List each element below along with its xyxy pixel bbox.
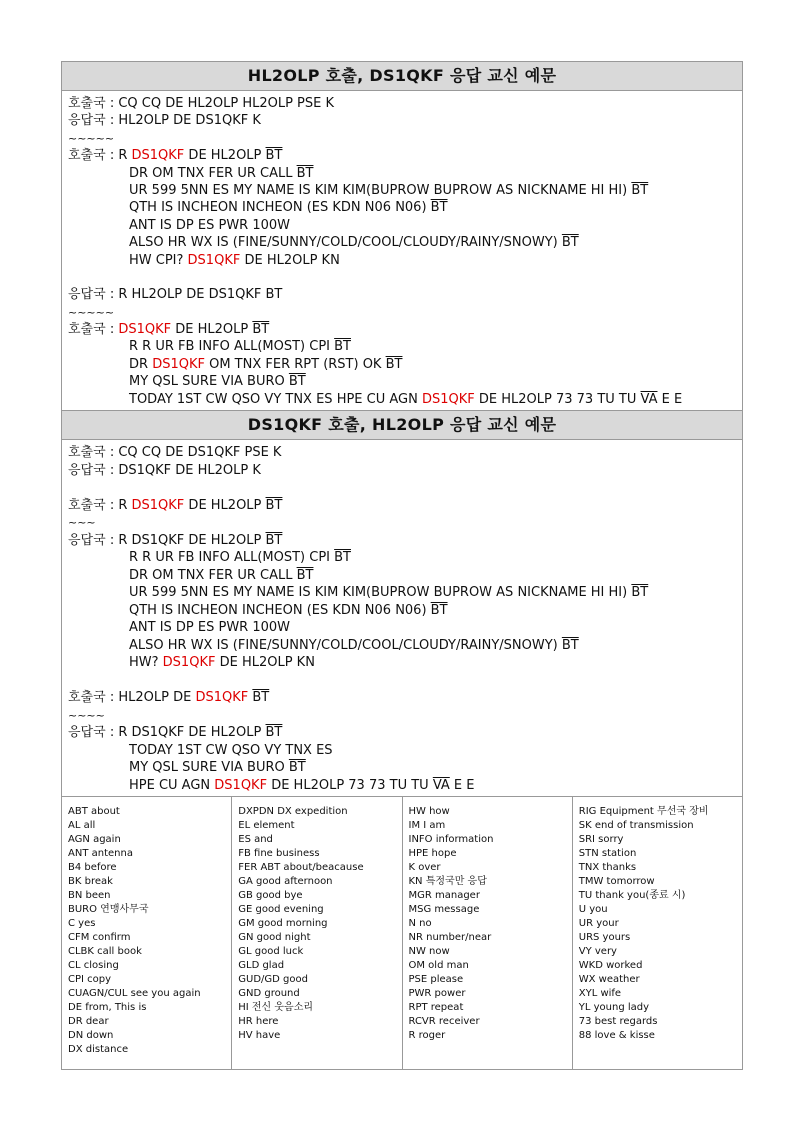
glossary-item: HI 전신 웃음소리 — [238, 1002, 314, 1014]
message-text: R — [118, 497, 132, 513]
station-label: 응답국 — [68, 725, 106, 741]
transcript-line — [68, 356, 742, 373]
callsign-highlight: DS1QKF — [131, 497, 185, 513]
message-text: R HL2OLP DE DS1QKF BT — [118, 287, 283, 303]
transcript-line — [68, 532, 742, 550]
glossary-item: OM old man — [408, 960, 469, 972]
message-text: DE HL2OLP — [184, 497, 266, 513]
glossary-item: URS yours — [578, 932, 631, 944]
glossary-item: 73 best regards — [578, 1016, 658, 1028]
glossary-item: FB fine business — [238, 848, 320, 860]
glossary-column-2 — [232, 797, 402, 1069]
transcript-line — [68, 373, 742, 390]
blank-line — [68, 672, 742, 690]
glossary-item: GN good night — [238, 932, 311, 944]
message-text: R R UR FB INFO ALL(MOST) CPI — [129, 339, 335, 355]
prosign-overline: $\overline{VA}$ — [640, 391, 658, 407]
glossary-item: WKD worked — [578, 960, 643, 972]
label-separator: : — [105, 113, 119, 129]
message-text: MY QSL SURE VIA BURO — [129, 374, 289, 390]
prosign-overline: $\overline{BT}$ — [430, 200, 448, 216]
transcript-line — [68, 497, 742, 515]
glossary-item: AGN again — [68, 834, 121, 846]
transcript-line — [68, 147, 742, 164]
label-separator: : — [105, 96, 119, 111]
glossary-item: GLD glad — [238, 960, 285, 972]
glossary-item: GL good luck — [238, 946, 304, 958]
message-text: TODAY 1ST CW QSO VY TNX ES — [129, 742, 333, 758]
glossary-item: VY very — [578, 946, 617, 958]
glossary-item: XYL wife — [578, 988, 622, 1000]
prosign-overline: $\overline{BT}$ — [631, 585, 649, 601]
glossary-item: FER ABT about/beacause — [238, 862, 364, 874]
callsign-highlight: DS1QKF — [131, 148, 185, 164]
callsign-highlight: DS1QKF — [195, 690, 249, 706]
label-separator: : — [105, 725, 119, 741]
glossary-item: RIG Equipment 무선국 장비 — [578, 806, 709, 818]
message-text: HW CPI? — [129, 252, 188, 268]
prosign-overline: $\overline{BT}$ — [288, 374, 306, 390]
callsign-highlight: DS1QKF — [421, 391, 475, 407]
transcript-line — [68, 567, 742, 585]
label-separator: : — [105, 148, 119, 164]
glossary-item: ES and — [238, 834, 273, 846]
prosign-overline: $\overline{BT}$ — [334, 550, 351, 566]
prosign-overline: $\overline{BT}$ — [561, 235, 579, 251]
label-separator: : — [105, 287, 119, 303]
prosign-overline: $\overline{BT}$ — [334, 339, 351, 355]
transcript-line — [68, 689, 742, 707]
glossary-item: NR number/near — [408, 932, 492, 944]
label-separator: : — [105, 532, 119, 548]
glossary-item: K over — [408, 862, 441, 874]
station-label: 응답국 — [68, 287, 106, 303]
glossary-item: CL closing — [68, 960, 119, 972]
glossary-item: CLBK call book — [68, 946, 142, 958]
glossary-item: 88 love & kisse — [578, 1030, 655, 1042]
glossary-item: TU thank you(종료 시) — [578, 890, 686, 902]
glossary-item: HW how — [408, 806, 450, 818]
glossary-item: HPE hope — [408, 848, 457, 860]
callsign-highlight: DS1QKF — [152, 356, 205, 372]
message-text: QTH IS INCHEON INCHEON (ES KDN N06 N06) — [129, 200, 431, 216]
transcript-line — [68, 742, 742, 760]
glossary-item: DE from, This is — [68, 1002, 147, 1014]
glossary-item: WX weather — [578, 974, 640, 986]
glossary-item: EL element — [238, 820, 295, 832]
section-1-body — [62, 91, 742, 411]
transcript-line — [68, 321, 742, 338]
glossary-item: PSE please — [408, 974, 464, 986]
prosign-overline: $\overline{BT}$ — [265, 725, 283, 741]
message-text: OM TNX FER RPT (RST) OK — [204, 356, 386, 372]
glossary-item: CPI copy — [68, 974, 112, 986]
glossary-item: GA good afternoon — [238, 876, 333, 888]
transcript-line — [68, 549, 742, 567]
glossary-item: RPT repeat — [408, 1002, 464, 1014]
message-text: DE HL2OLP 73 73 TU TU — [267, 777, 433, 793]
message-text: DE HL2OLP 73 73 TU TU — [474, 391, 641, 407]
prosign-overline: $\overline{VA}$ — [432, 777, 450, 793]
message-text: DR OM TNX FER UR CALL — [129, 567, 297, 583]
station-label: 응답국 — [68, 532, 106, 548]
blank-line — [68, 479, 742, 497]
glossary-item: GE good evening — [238, 904, 324, 916]
message-text: HW? — [129, 655, 163, 671]
glossary-item: TNX thanks — [578, 862, 637, 874]
glossary-item: RCVR receiver — [408, 1016, 480, 1028]
glossary-item: U you — [578, 904, 608, 916]
label-separator: : — [105, 462, 119, 478]
prosign-overline: $\overline{BT}$ — [561, 637, 579, 653]
section-2-body — [62, 440, 742, 797]
transcript-line — [68, 724, 742, 742]
message-text: DS1QKF DE HL2OLP K — [118, 462, 261, 478]
callsign-highlight: DS1QKF — [214, 777, 268, 793]
station-label: 호출국 — [68, 96, 106, 111]
transcript-line — [68, 112, 742, 129]
transcript-line — [68, 654, 742, 672]
glossary-item: SRI sorry — [578, 834, 624, 846]
glossary-item: YL young lady — [578, 1002, 650, 1014]
glossary-item: GND ground — [238, 988, 300, 1000]
glossary-item: INFO information — [408, 834, 494, 846]
glossary-item: DX distance — [68, 1044, 129, 1056]
separator-squiggle: ~~~ — [68, 516, 96, 530]
station-label: 호출국 — [68, 148, 106, 164]
message-text: DE HL2OLP KN — [215, 655, 315, 671]
transcript-line — [68, 217, 742, 234]
glossary-item: CUAGN/CUL see you again — [68, 988, 201, 1000]
glossary-item: GB good bye — [238, 890, 303, 902]
message-text: DE HL2OLP KN — [240, 252, 340, 268]
transcript-line — [68, 777, 742, 795]
message-text: MY QSL SURE VIA BURO — [129, 760, 289, 776]
glossary-item: ANT antenna — [68, 848, 133, 860]
transcript-line — [68, 165, 742, 182]
glossary-item: UR your — [578, 918, 619, 930]
transcript-line — [68, 444, 742, 462]
message-text: HL2OLP DE DS1QKF K — [118, 113, 261, 129]
message-text: QTH IS INCHEON INCHEON (ES KDN N06 N06) — [129, 602, 431, 618]
glossary-item: DN down — [68, 1030, 114, 1042]
prosign-overline: $\overline{BT}$ — [631, 182, 649, 198]
glossary-item: BURO 연맹사무국 — [68, 904, 149, 916]
station-label: 응답국 — [68, 113, 106, 129]
message-text: E E — [657, 391, 683, 407]
glossary-column-1 — [62, 797, 232, 1069]
message-text: CQ CQ DE DS1QKF PSE K — [118, 445, 282, 461]
glossary-item: GUD/GD good — [238, 974, 308, 986]
glossary-column-4 — [573, 797, 742, 1069]
glossary-item: PWR power — [408, 988, 466, 1000]
glossary-item: HV have — [238, 1030, 281, 1042]
section-2-title: DS1QKF 호출, HL2OLP 응답 교신 예문 — [62, 411, 742, 440]
glossary-item: B4 before — [68, 862, 117, 874]
message-text: UR 599 5NN ES MY NAME IS KIM KIM(BUPROW BUPROW AS NICKNAME HI HI) — [129, 182, 632, 198]
transcript-line — [68, 391, 742, 408]
station-label: 호출국 — [68, 690, 106, 706]
glossary-item: HR here — [238, 1016, 279, 1028]
transcript-line — [68, 199, 742, 216]
message-text: ANT IS DP ES PWR 100W — [129, 620, 291, 636]
glossary-item: C yes — [68, 918, 96, 930]
station-label: 호출국 — [68, 497, 106, 513]
prosign-overline: $\overline{BT}$ — [265, 497, 283, 513]
separator-squiggle: ~~~~ — [68, 708, 105, 722]
transcript-line — [68, 637, 742, 655]
prosign-overline: $\overline{BT}$ — [265, 148, 283, 164]
message-text: UR 599 5NN ES MY NAME IS KIM KIM(BUPROW BUPROW AS NICKNAME HI HI) — [129, 585, 632, 601]
transcript-line — [68, 584, 742, 602]
label-separator: : — [105, 445, 119, 461]
section-1-title: HL2OLP 호출, DS1QKF 응답 교신 예문 — [62, 62, 742, 91]
callsign-highlight: DS1QKF — [162, 655, 216, 671]
callsign-highlight: DS1QKF — [118, 322, 172, 338]
prosign-overline: $\overline{BT}$ — [252, 322, 270, 338]
glossary-item: N no — [408, 918, 432, 930]
callsign-highlight: DS1QKF — [187, 252, 241, 268]
transcript-line — [68, 252, 742, 269]
prosign-overline: $\overline{BT}$ — [252, 690, 270, 706]
glossary-item: MSG message — [408, 904, 480, 916]
message-text: CQ CQ DE HL2OLP HL2OLP PSE K — [118, 96, 335, 111]
transcript-line — [68, 462, 742, 480]
message-text: DR — [129, 356, 153, 372]
glossary-item: NW now — [408, 946, 450, 958]
glossary-item: R roger — [408, 1030, 446, 1042]
prosign-overline: $\overline{BT}$ — [296, 165, 314, 181]
message-text: DE HL2OLP — [184, 148, 266, 164]
glossary-item: DR dear — [68, 1016, 109, 1028]
message-text: DE HL2OLP — [171, 322, 253, 338]
prosign-overline: $\overline{BT}$ — [288, 760, 306, 776]
glossary-item: CFM confirm — [68, 932, 131, 944]
message-text: ALSO HR WX IS (FINE/SUNNY/COLD/COOL/CLOUDY/RAINY/SNOWY) — [129, 637, 562, 653]
station-label: 호출국 — [68, 322, 106, 338]
glossary-item: BK break — [68, 876, 113, 888]
glossary-column-3 — [403, 797, 573, 1069]
glossary-item: MGR manager — [408, 890, 480, 902]
glossary-item: STN station — [578, 848, 637, 860]
glossary-item: ABT about — [68, 806, 120, 818]
separator-squiggle: ~~~~~ — [68, 131, 115, 145]
prosign-overline: $\overline{BT}$ — [296, 567, 314, 583]
message-text: DR OM TNX FER UR CALL — [129, 165, 297, 181]
label-separator: : — [105, 497, 119, 513]
message-text: ALSO HR WX IS (FINE/SUNNY/COLD/COOL/CLOUDY/RAINY/SNOWY) — [129, 235, 562, 251]
message-text: R — [118, 148, 132, 164]
transcript-line — [68, 234, 742, 251]
transcript-line — [68, 619, 742, 637]
glossary-item: BN been — [68, 890, 111, 902]
message-text: R DS1QKF DE HL2OLP — [118, 725, 266, 741]
label-separator: : — [105, 322, 119, 338]
glossary-item: TMW tomorrow — [578, 876, 655, 888]
label-separator: : — [105, 690, 119, 706]
glossary-item: GM good morning — [238, 918, 328, 930]
transcript-line — [68, 759, 742, 777]
transcript-line — [68, 338, 742, 355]
prosign-overline: $\overline{BT}$ — [430, 602, 448, 618]
separator-squiggle: ~~~~~ — [68, 305, 115, 319]
message-text: R R UR FB INFO ALL(MOST) CPI — [129, 550, 335, 566]
message-text: R DS1QKF DE HL2OLP — [118, 532, 266, 548]
glossary-item: IM I am — [408, 820, 446, 832]
station-label: 응답국 — [68, 462, 106, 478]
abbreviation-glossary — [62, 797, 742, 1069]
glossary-item: AL all — [68, 820, 96, 832]
message-text: ANT IS DP ES PWR 100W — [129, 217, 291, 233]
transcript-line — [68, 286, 742, 303]
station-label: 호출국 — [68, 445, 106, 461]
message-text: HPE CU AGN — [129, 777, 215, 793]
glossary-item: KN 특정국만 응답 — [408, 876, 487, 888]
message-text: E E — [449, 777, 475, 793]
prosign-overline: $\overline{BT}$ — [385, 356, 403, 372]
prosign-overline: $\overline{BT}$ — [265, 532, 283, 548]
transcript-line — [68, 182, 742, 199]
glossary-item: DXPDN DX expedition — [238, 806, 348, 818]
blank-line — [68, 269, 742, 286]
transcript-line — [68, 95, 742, 112]
transcript-line — [68, 602, 742, 620]
message-text: TODAY 1ST CW QSO VY TNX ES HPE CU AGN — [129, 391, 422, 407]
glossary-item: SK end of transmission — [578, 820, 694, 832]
message-text: HL2OLP DE — [118, 690, 196, 706]
qso-document — [61, 61, 743, 1070]
